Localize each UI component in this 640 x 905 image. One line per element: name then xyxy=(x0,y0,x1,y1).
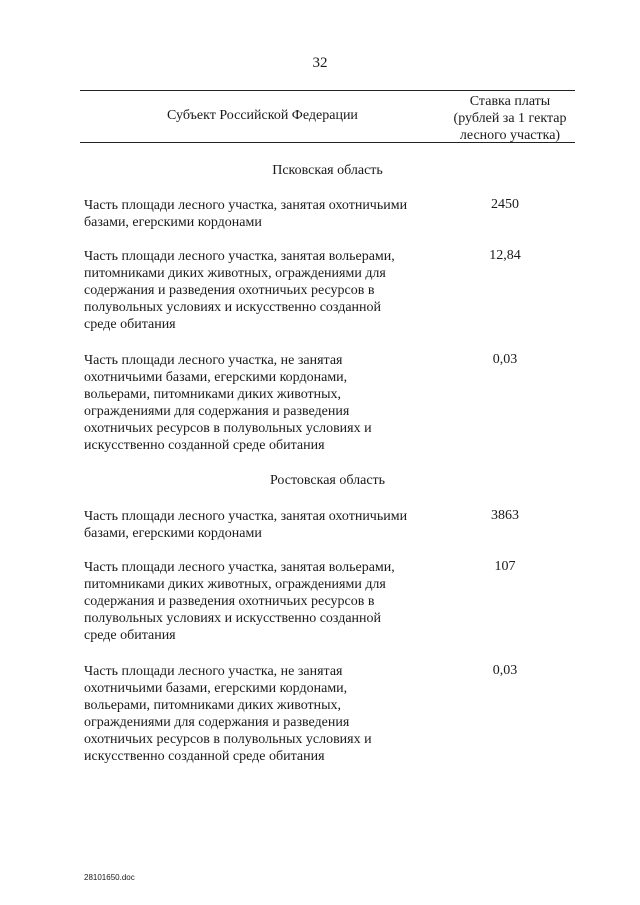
page-number: 32 xyxy=(312,55,328,71)
description-line: охотничьими базами, егерскими кордонами, xyxy=(84,681,348,696)
description-line: содержания и разведения охотничьих ресурсов в xyxy=(84,594,375,609)
table-row-description xyxy=(84,197,444,231)
table-row-rate: 2450 xyxy=(491,197,519,212)
description-line: среде обитания xyxy=(84,628,176,643)
table-row-rate: 12,84 xyxy=(489,248,521,263)
description-line: вольерами, питомниками диких животных, xyxy=(84,698,342,713)
description-line: питомниками диких животных, ограждениями для xyxy=(84,266,386,281)
region-title-pskov: Псковская область xyxy=(272,163,383,178)
description-line: полувольных условиях и искусственно созданной xyxy=(84,300,382,315)
table-row-rate: 0,03 xyxy=(492,352,518,367)
description-line: Часть площади лесного участка, занятая вольерами, xyxy=(84,560,395,575)
description-line: Часть площади лесного участка, занятая вольерами, xyxy=(84,249,395,264)
table-header-rate xyxy=(440,93,580,144)
table-row-description xyxy=(84,508,444,542)
table-row-rate: 3863 xyxy=(491,508,519,523)
description-line: питомниками диких животных, ограждениями для xyxy=(84,577,386,592)
description-line: Часть площади лесного участка, не занятая xyxy=(84,353,343,368)
table-row-description xyxy=(84,559,444,644)
table-row-rate: 107 xyxy=(494,559,516,574)
table-header-rate-line: Ставка платы xyxy=(469,94,551,109)
footer-file-name: 28101650.doc xyxy=(84,873,135,882)
description-line: охотничьих ресурсов в полувольных условиях и xyxy=(84,732,372,747)
table-row-description xyxy=(84,663,444,765)
description-line: среде обитания xyxy=(84,317,176,332)
table-row-rate: 0,03 xyxy=(492,663,518,678)
header-rule-top xyxy=(80,90,575,91)
table-header-rate-line: лесного участка) xyxy=(459,128,561,143)
description-line: Часть площади лесного участка, занятая охотничьими xyxy=(84,509,408,524)
region-title-rostov: Ростовская область xyxy=(269,473,386,488)
description-line: искусственно созданной среде обитания xyxy=(84,438,325,453)
table-row-description xyxy=(84,352,444,454)
description-line: охотничьих ресурсов в полувольных условиях и xyxy=(84,421,372,436)
description-line: содержания и разведения охотничьих ресурсов в xyxy=(84,283,375,298)
description-line: вольерами, питомниками диких животных, xyxy=(84,387,342,402)
description-line: полувольных условиях и искусственно созданной xyxy=(84,611,382,626)
description-line: базами, егерскими кордонами xyxy=(84,215,262,230)
table-row-description xyxy=(84,248,444,333)
header-rule-bottom xyxy=(80,142,575,143)
table-header-rate-line: (рублей за 1 гектар xyxy=(453,111,567,126)
description-line: охотничьими базами, егерскими кордонами, xyxy=(84,370,348,385)
description-line: базами, егерскими кордонами xyxy=(84,526,262,541)
description-line: Часть площади лесного участка, занятая охотничьими xyxy=(84,198,408,213)
description-line: Часть площади лесного участка, не занятая xyxy=(84,664,343,679)
description-line: ограждениями для содержания и разведения xyxy=(84,404,350,419)
description-line: искусственно созданной среде обитания xyxy=(84,749,325,764)
table-header-subject: Субъект Российской Федерации xyxy=(167,108,358,123)
description-line: ограждениями для содержания и разведения xyxy=(84,715,350,730)
